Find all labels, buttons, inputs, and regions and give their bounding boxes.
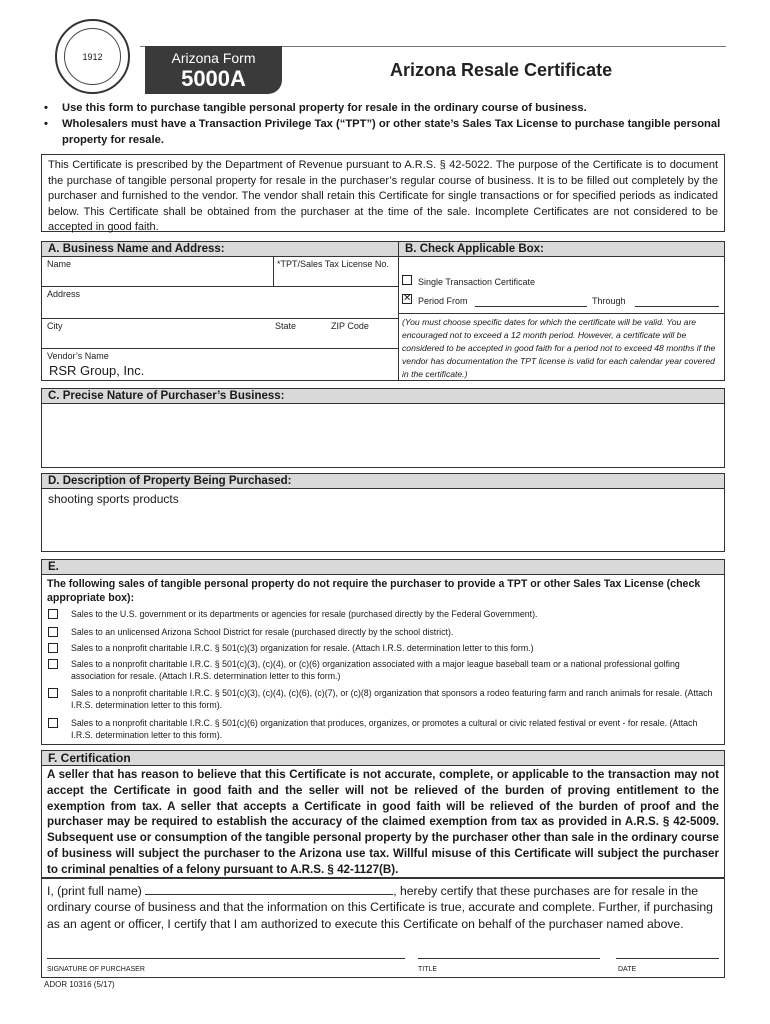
through-field[interactable]: [635, 297, 719, 307]
section-b-body: [398, 256, 725, 381]
period-from-field[interactable]: [475, 297, 587, 307]
exemption-text: Sales to a nonprofit charitable I.R.C. § 501(c)(6) organization that produces, organizes, or promotes a cultural or civic related festival or event - for resale. (Attach I.R.S. determination letter to this form).: [71, 718, 698, 740]
date-label: DATE: [618, 966, 637, 973]
section-e-header: E.: [41, 559, 725, 575]
certification-statement-box: [41, 878, 725, 978]
vendor-name-value[interactable]: RSR Group, Inc.: [49, 363, 145, 378]
certification-warning-box: [41, 765, 725, 878]
row-divider: [42, 318, 398, 319]
exemption-text: Sales to the U.S. government or its departments or agencies for resale (purchased directly by the Federal Government).: [71, 609, 538, 619]
section-c-header: C. Precise Nature of Purchaser’s Business:: [41, 388, 725, 404]
certification-warning: A seller that has reason to believe that this Certificate is not accurate, complete, or applicable to the transaction may not accept the Certificate in good faith and the seller will not be relieved of the burden of proving entitlement to the exemption from tax. A seller that accepts a Certificate in good faith will be relieved of the burden of proof and the purchaser may be required to establish the accuracy of the claimed exemption from tax as provided in A.R.S. § 42-5009. Subsequent use or consumption of the tangible personal property by the purchaser other than sale in the ordinary course of business will subject the purchaser to the Arizona use tax. Willful misuse of this Certificate will subject the purchaser to criminal penalties of a felony pursuant to A.R.S. § 42-1127(B).: [47, 768, 719, 876]
section-d-field[interactable]: [41, 488, 725, 552]
state-label: State: [275, 321, 297, 331]
form-number: 5000A: [181, 66, 246, 91]
instructions-list: [42, 100, 722, 148]
period-checkbox[interactable]: ✕: [403, 293, 412, 304]
address-label: Address: [47, 289, 81, 299]
form-label: Arizona Form: [171, 50, 256, 66]
section-c-field[interactable]: [41, 403, 725, 468]
section-e-intro: The following sales of tangible personal property do not require the purchaser to provide a TPT or other Sales Tax License (check appropriate box):: [47, 578, 701, 604]
name-label: Name: [47, 259, 72, 269]
exemption-text: Sales to a nonprofit charitable I.R.C. § 501(c)(3), (c)(4), or (c)(6) organization associated with a major league baseball team or a national professional golfing association for resale. (Attach I.R.S. determination letter to this form.): [71, 659, 680, 681]
through-label: Through: [592, 296, 626, 306]
certify-suffix: , hereby certify that these purchases are for resale in the: [393, 884, 699, 898]
date-line[interactable]: [616, 958, 719, 959]
row-divider: [42, 348, 398, 349]
row-divider: [399, 313, 724, 314]
row-divider: [42, 286, 398, 287]
exemption-checkbox[interactable]: [48, 718, 58, 728]
exemption-text: Sales to a nonprofit charitable I.R.C. § 501(c)(3) organization for resale. (Attach I.R.S. determination letter to this form.): [71, 643, 534, 653]
single-transaction-label: Single Transaction Certificate: [418, 277, 536, 287]
instruction-item: • Use this form to purchase tangible personal property for resale in the ordinary course of business.: [42, 100, 722, 116]
tpt-label: *TPT/Sales Tax License No.: [277, 259, 389, 269]
single-transaction-checkbox[interactable]: [402, 275, 412, 285]
seal-year: 1912: [82, 51, 103, 62]
signature-line[interactable]: [47, 958, 405, 959]
section-f-header: F. Certification: [41, 750, 725, 766]
exemption-checkbox[interactable]: [48, 659, 58, 669]
exemption-text: Sales to a nonprofit charitable I.R.C. § 501(c)(3), (c)(4), (c)(6), (c)(7), or (c)(8) organization that sponsors a rodeo featuring farm and ranch animals for resale. (Attach I.R.S. determination letter to this form).: [71, 688, 713, 710]
period-note: (You must choose specific dates for which the certificate will be valid. You are encouraged not to exceed a 12 month period. However, a certificate will be considered to be accepted in good faith for a period not to exceed 48 months if the vendor has documentation the TPT license is valid for each calendar year covered in the certificate.): [402, 317, 716, 379]
exemption-checkbox[interactable]: [48, 609, 58, 619]
section-d-header: D. Description of Property Being Purchased:: [41, 473, 725, 489]
period-from-label: Period From: [418, 296, 468, 306]
certify-rest: ordinary course of business and that the information on this Certificate is true, accurate and complete. Further, if purchasing as an agent or officer, I certify that I am authorized to execute this Certificate on behalf of the purchaser named above.: [47, 900, 713, 931]
signature-label: SIGNATURE OF PURCHASER: [47, 966, 145, 973]
zip-label: ZIP Code: [331, 321, 369, 331]
exemption-text: Sales to an unlicensed Arizona School District for resale (purchased directly by the school district).: [71, 627, 454, 637]
section-a-header: A. Business Name and Address:: [41, 241, 399, 257]
certify-prefix: I, (print full name): [47, 884, 142, 898]
form-number-badge: [145, 46, 282, 94]
title-line[interactable]: [418, 958, 600, 959]
page-title: Arizona Resale Certificate: [390, 60, 613, 80]
section-a-body: [41, 256, 399, 381]
instruction-item: • Wholesalers must have a Transaction Privilege Tax (“TPT”) or other state’s Sales Tax License to purchase tangible personal property for resale.: [42, 116, 722, 148]
arizona-state-seal: [55, 19, 130, 94]
exemption-checkbox[interactable]: [48, 627, 58, 637]
exemption-checkbox[interactable]: [48, 643, 58, 653]
certification-statement: [47, 883, 721, 932]
full-name-field[interactable]: [145, 883, 393, 895]
exemption-checkbox[interactable]: [48, 688, 58, 698]
section-e-body: [41, 574, 725, 745]
city-label: City: [47, 321, 63, 331]
title-label: TITLE: [418, 966, 438, 973]
section-b-header: B. Check Applicable Box:: [398, 241, 725, 257]
name-divider: [273, 257, 274, 286]
form-id: ADOR 10316 (5/17): [44, 980, 115, 989]
vendor-label: Vendor’s Name: [47, 351, 109, 361]
property-description-value: shooting sports products: [48, 492, 179, 506]
intro-paragraph: This Certificate is prescribed by the Department of Revenue pursuant to A.R.S. § 42-5022. The purpose of the Certificate is to document the purchase of tangible personal property for resale in the purchaser’s regular course of business. It is to be filled out completely by the purchaser and furnished to the vendor. The vendor shall retain this Certificate for single transactions or for specified periods as indicated below. This Certificate shall be obtained from the purchaser at the time of the sale. Incomplete Certificates are not considered to be accepted in good faith.: [41, 154, 725, 232]
